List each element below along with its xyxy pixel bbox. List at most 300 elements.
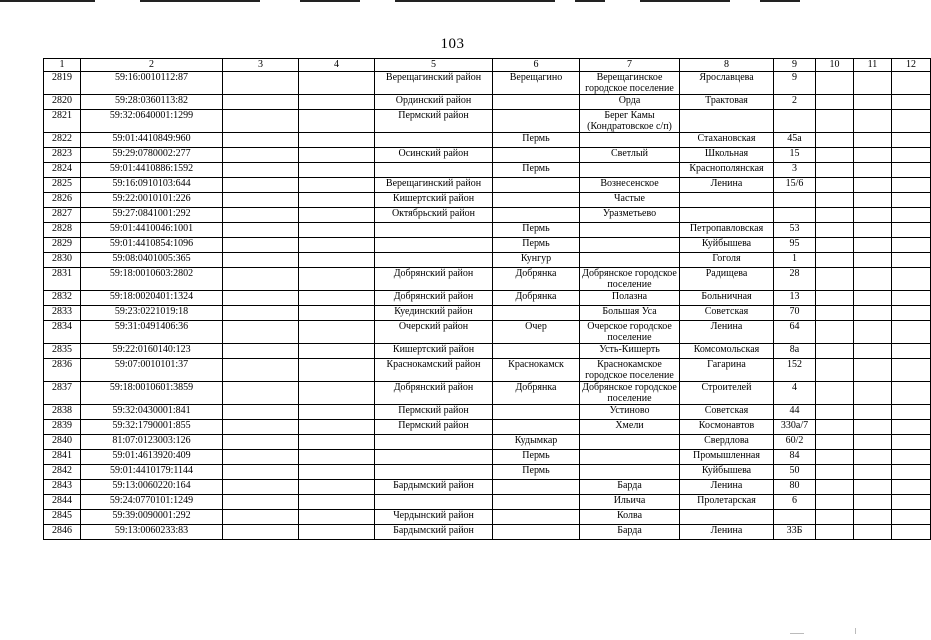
cell-street — [680, 110, 774, 133]
cell-col-3 — [223, 253, 299, 268]
cell-col-10 — [816, 435, 854, 450]
cell-col-11 — [854, 450, 892, 465]
cell-record-number: 2845 — [44, 510, 81, 525]
cell-col-11 — [854, 344, 892, 359]
cell-district: Октябрьский район — [375, 208, 493, 223]
cell-col-11 — [854, 163, 892, 178]
cell-cadastral-number: 59:39:0090001:292 — [81, 510, 223, 525]
cell-col-12 — [892, 238, 931, 253]
cell-cadastral-number: 59:01:4410046:1001 — [81, 223, 223, 238]
cell-col-3 — [223, 344, 299, 359]
cell-col-4 — [299, 465, 375, 480]
cell-settlement: Добрянское городское поселение — [580, 382, 680, 405]
cell-district: Осинский район — [375, 148, 493, 163]
cell-settlement: Большая Уса — [580, 306, 680, 321]
table-row — [44, 382, 931, 405]
table-row — [44, 306, 931, 321]
cell-city: Пермь — [493, 163, 580, 178]
column-header: 2 — [81, 59, 223, 72]
cell-col-11 — [854, 110, 892, 133]
cell-record-number: 2823 — [44, 148, 81, 163]
cell-record-number: 2832 — [44, 291, 81, 306]
cell-district — [375, 133, 493, 148]
cell-house-number: 53 — [774, 223, 816, 238]
cell-col-10 — [816, 465, 854, 480]
cell-record-number: 2840 — [44, 435, 81, 450]
cell-col-3 — [223, 510, 299, 525]
table-row — [44, 178, 931, 193]
table-row — [44, 480, 931, 495]
cell-col-3 — [223, 435, 299, 450]
cell-col-4 — [299, 95, 375, 110]
cell-street: Ленина — [680, 480, 774, 495]
cell-district: Пермский район — [375, 420, 493, 435]
cell-district — [375, 238, 493, 253]
cell-col-3 — [223, 465, 299, 480]
cell-district — [375, 253, 493, 268]
cell-house-number — [774, 510, 816, 525]
cell-col-3 — [223, 495, 299, 510]
column-header: 12 — [892, 59, 931, 72]
cell-col-3 — [223, 95, 299, 110]
cell-record-number: 2835 — [44, 344, 81, 359]
cell-city — [493, 480, 580, 495]
table-row — [44, 495, 931, 510]
cell-house-number: 330а/7 — [774, 420, 816, 435]
cell-street: Советская — [680, 306, 774, 321]
cell-district: Добрянский район — [375, 382, 493, 405]
cell-col-3 — [223, 238, 299, 253]
cell-col-11 — [854, 193, 892, 208]
cell-city — [493, 110, 580, 133]
cell-district: Пермский район — [375, 405, 493, 420]
cell-city: Очер — [493, 321, 580, 344]
cell-col-10 — [816, 480, 854, 495]
cell-district: Добрянский район — [375, 291, 493, 306]
cell-city: Пермь — [493, 465, 580, 480]
table-row — [44, 465, 931, 480]
cell-district — [375, 223, 493, 238]
cell-district: Кишертский район — [375, 344, 493, 359]
cell-street: Куйбышева — [680, 238, 774, 253]
cell-record-number: 2843 — [44, 480, 81, 495]
cell-col-10 — [816, 450, 854, 465]
cell-cadastral-number: 59:01:4410854:1096 — [81, 238, 223, 253]
cell-house-number — [774, 208, 816, 223]
cell-district — [375, 435, 493, 450]
cell-cadastral-number: 59:18:0010603:2802 — [81, 268, 223, 291]
table-row — [44, 268, 931, 291]
column-header: 11 — [854, 59, 892, 72]
cell-col-11 — [854, 525, 892, 540]
cell-col-12 — [892, 110, 931, 133]
cell-col-11 — [854, 435, 892, 450]
cell-house-number: 8а — [774, 344, 816, 359]
cell-col-10 — [816, 420, 854, 435]
cell-house-number: 15/6 — [774, 178, 816, 193]
cell-col-11 — [854, 223, 892, 238]
cell-col-12 — [892, 321, 931, 344]
cell-col-11 — [854, 238, 892, 253]
cell-col-12 — [892, 344, 931, 359]
cell-col-3 — [223, 405, 299, 420]
cell-col-10 — [816, 525, 854, 540]
cell-col-4 — [299, 238, 375, 253]
cell-settlement: Очерское городское поселение — [580, 321, 680, 344]
cell-settlement: Добрянское городское поселение — [580, 268, 680, 291]
cell-settlement: Частые — [580, 193, 680, 208]
cell-cadastral-number: 59:22:0160140:123 — [81, 344, 223, 359]
cell-house-number: 152 — [774, 359, 816, 382]
cell-col-10 — [816, 72, 854, 95]
cell-district — [375, 495, 493, 510]
table-row — [44, 72, 931, 95]
cell-col-4 — [299, 178, 375, 193]
table-row — [44, 344, 931, 359]
cell-col-10 — [816, 268, 854, 291]
cell-col-12 — [892, 133, 931, 148]
cell-street: Краснополянская — [680, 163, 774, 178]
cell-col-4 — [299, 110, 375, 133]
cell-record-number: 2838 — [44, 405, 81, 420]
cell-record-number: 2836 — [44, 359, 81, 382]
cell-street: Ленина — [680, 321, 774, 344]
cell-col-10 — [816, 405, 854, 420]
cell-district: Верещагинский район — [375, 72, 493, 95]
cell-cadastral-number: 59:18:0010601:3859 — [81, 382, 223, 405]
cell-col-10 — [816, 382, 854, 405]
cell-settlement — [580, 163, 680, 178]
cell-settlement: Устиново — [580, 405, 680, 420]
cell-col-12 — [892, 359, 931, 382]
cell-cadastral-number: 59:16:0910103:644 — [81, 178, 223, 193]
cell-settlement: Ильича — [580, 495, 680, 510]
cell-settlement — [580, 223, 680, 238]
cell-settlement — [580, 253, 680, 268]
cell-col-12 — [892, 510, 931, 525]
table-row — [44, 223, 931, 238]
column-header: 9 — [774, 59, 816, 72]
cell-col-11 — [854, 420, 892, 435]
table-row — [44, 133, 931, 148]
cell-col-12 — [892, 405, 931, 420]
cell-cadastral-number: 59:24:0770101:1249 — [81, 495, 223, 510]
cell-col-4 — [299, 148, 375, 163]
cell-col-11 — [854, 208, 892, 223]
cell-district — [375, 450, 493, 465]
cell-cadastral-number: 59:31:0491406:36 — [81, 321, 223, 344]
cell-house-number: 70 — [774, 306, 816, 321]
cell-house-number: 2 — [774, 95, 816, 110]
cell-record-number: 2820 — [44, 95, 81, 110]
cell-col-12 — [892, 178, 931, 193]
cell-col-4 — [299, 480, 375, 495]
cell-record-number: 2825 — [44, 178, 81, 193]
cell-street: Ленина — [680, 525, 774, 540]
cell-house-number: 45а — [774, 133, 816, 148]
cell-col-11 — [854, 95, 892, 110]
cell-col-11 — [854, 405, 892, 420]
cell-district: Краснокамский район — [375, 359, 493, 382]
cell-settlement: Берег Камы (Кондратовское с/п) — [580, 110, 680, 133]
cell-col-11 — [854, 268, 892, 291]
cell-street: Комсомольская — [680, 344, 774, 359]
cell-col-10 — [816, 306, 854, 321]
cell-col-10 — [816, 133, 854, 148]
cell-col-3 — [223, 306, 299, 321]
cell-cadastral-number: 59:07:0010101:37 — [81, 359, 223, 382]
cell-col-11 — [854, 133, 892, 148]
cell-street — [680, 208, 774, 223]
cell-cadastral-number: 59:01:4613920:409 — [81, 450, 223, 465]
cell-col-12 — [892, 465, 931, 480]
cell-col-10 — [816, 148, 854, 163]
cell-house-number: 84 — [774, 450, 816, 465]
cell-district: Бардымский район — [375, 525, 493, 540]
cell-city — [493, 405, 580, 420]
cell-col-4 — [299, 420, 375, 435]
cell-city: Добрянка — [493, 268, 580, 291]
cell-col-10 — [816, 253, 854, 268]
cell-col-11 — [854, 291, 892, 306]
cell-col-4 — [299, 450, 375, 465]
cell-record-number: 2839 — [44, 420, 81, 435]
cell-street — [680, 193, 774, 208]
cell-col-10 — [816, 223, 854, 238]
cell-settlement — [580, 133, 680, 148]
cell-city: Кудымкар — [493, 435, 580, 450]
table-body — [44, 72, 931, 540]
column-header: 7 — [580, 59, 680, 72]
cell-col-4 — [299, 359, 375, 382]
cell-col-3 — [223, 133, 299, 148]
cell-house-number: 33Б — [774, 525, 816, 540]
cell-col-12 — [892, 208, 931, 223]
cell-col-3 — [223, 223, 299, 238]
cell-col-3 — [223, 420, 299, 435]
cell-district: Верещагинский район — [375, 178, 493, 193]
cell-col-4 — [299, 344, 375, 359]
cell-cadastral-number: 59:16:0010112:87 — [81, 72, 223, 95]
table-row — [44, 435, 931, 450]
cell-col-10 — [816, 359, 854, 382]
table-row — [44, 291, 931, 306]
cell-street: Трактовая — [680, 95, 774, 110]
cell-col-12 — [892, 382, 931, 405]
cell-city: Верещагино — [493, 72, 580, 95]
cell-house-number: 64 — [774, 321, 816, 344]
cell-col-3 — [223, 110, 299, 133]
cell-col-12 — [892, 95, 931, 110]
cell-street: Куйбышева — [680, 465, 774, 480]
cell-col-12 — [892, 420, 931, 435]
cell-settlement: Полазна — [580, 291, 680, 306]
registry-table — [43, 58, 931, 540]
cell-city — [493, 178, 580, 193]
cell-col-3 — [223, 208, 299, 223]
cell-street: Петропавловская — [680, 223, 774, 238]
cell-street: Гагарина — [680, 359, 774, 382]
cell-record-number: 2829 — [44, 238, 81, 253]
cell-col-11 — [854, 359, 892, 382]
cell-col-12 — [892, 163, 931, 178]
cell-col-10 — [816, 238, 854, 253]
cell-district: Кишертский район — [375, 193, 493, 208]
cell-street — [680, 510, 774, 525]
cell-col-3 — [223, 450, 299, 465]
cell-street: Школьная — [680, 148, 774, 163]
cell-col-12 — [892, 148, 931, 163]
cell-col-10 — [816, 291, 854, 306]
cell-col-4 — [299, 253, 375, 268]
cell-col-12 — [892, 435, 931, 450]
cell-col-11 — [854, 480, 892, 495]
cell-col-10 — [816, 208, 854, 223]
table-row — [44, 95, 931, 110]
cell-house-number: 3 — [774, 163, 816, 178]
cell-col-11 — [854, 382, 892, 405]
cell-col-3 — [223, 525, 299, 540]
table-row — [44, 148, 931, 163]
cell-settlement: Орда — [580, 95, 680, 110]
cell-cadastral-number: 59:13:0060233:83 — [81, 525, 223, 540]
cell-house-number: 80 — [774, 480, 816, 495]
scan-speck — [855, 628, 856, 634]
cell-col-4 — [299, 382, 375, 405]
cell-col-12 — [892, 495, 931, 510]
header-row — [44, 59, 931, 72]
cell-house-number — [774, 193, 816, 208]
cell-record-number: 2830 — [44, 253, 81, 268]
cell-col-4 — [299, 291, 375, 306]
cell-record-number: 2837 — [44, 382, 81, 405]
cell-city — [493, 306, 580, 321]
cell-city — [493, 510, 580, 525]
cell-street: Гоголя — [680, 253, 774, 268]
column-header: 10 — [816, 59, 854, 72]
cell-col-4 — [299, 495, 375, 510]
table-row — [44, 525, 931, 540]
cell-col-4 — [299, 72, 375, 95]
cell-cadastral-number: 59:29:0780002:277 — [81, 148, 223, 163]
cell-col-3 — [223, 193, 299, 208]
cell-record-number: 2826 — [44, 193, 81, 208]
cell-house-number: 44 — [774, 405, 816, 420]
cell-col-10 — [816, 193, 854, 208]
cell-col-3 — [223, 72, 299, 95]
cell-col-4 — [299, 405, 375, 420]
cell-col-4 — [299, 435, 375, 450]
cell-city — [493, 420, 580, 435]
cell-col-10 — [816, 95, 854, 110]
cell-col-4 — [299, 163, 375, 178]
cell-city: Пермь — [493, 238, 580, 253]
cell-house-number: 1 — [774, 253, 816, 268]
cell-city — [493, 525, 580, 540]
cell-house-number: 13 — [774, 291, 816, 306]
cell-record-number: 2846 — [44, 525, 81, 540]
column-header: 8 — [680, 59, 774, 72]
cell-district: Ординский район — [375, 95, 493, 110]
cell-house-number: 60/2 — [774, 435, 816, 450]
cell-col-4 — [299, 208, 375, 223]
cell-record-number: 2831 — [44, 268, 81, 291]
cell-col-4 — [299, 510, 375, 525]
table-row — [44, 253, 931, 268]
cell-city — [493, 148, 580, 163]
cell-col-11 — [854, 178, 892, 193]
cell-col-3 — [223, 382, 299, 405]
table-row — [44, 110, 931, 133]
cell-settlement: Краснокамское городское поселение — [580, 359, 680, 382]
cell-cadastral-number: 59:23:0221019:18 — [81, 306, 223, 321]
cell-settlement: Барда — [580, 525, 680, 540]
table-row — [44, 163, 931, 178]
cell-house-number: 6 — [774, 495, 816, 510]
table-row — [44, 450, 931, 465]
cell-settlement — [580, 465, 680, 480]
cell-cadastral-number: 59:32:0430001:841 — [81, 405, 223, 420]
cell-cadastral-number: 59:01:4410179:1144 — [81, 465, 223, 480]
page-number: 103 — [440, 36, 465, 52]
cell-city: Пермь — [493, 450, 580, 465]
cell-col-4 — [299, 193, 375, 208]
cell-house-number: 95 — [774, 238, 816, 253]
table-row — [44, 359, 931, 382]
cell-col-11 — [854, 510, 892, 525]
table-row — [44, 238, 931, 253]
cell-col-11 — [854, 321, 892, 344]
cell-settlement — [580, 238, 680, 253]
cell-col-4 — [299, 306, 375, 321]
cell-cadastral-number: 59:28:0360113:82 — [81, 95, 223, 110]
cell-cadastral-number: 59:13:0060220:164 — [81, 480, 223, 495]
cell-house-number: 50 — [774, 465, 816, 480]
cell-city: Краснокамск — [493, 359, 580, 382]
table-row — [44, 405, 931, 420]
cell-col-3 — [223, 148, 299, 163]
cell-street: Пролетарская — [680, 495, 774, 510]
cell-col-3 — [223, 321, 299, 344]
cell-cadastral-number: 59:08:0401005:365 — [81, 253, 223, 268]
cell-cadastral-number: 59:01:4410886:1592 — [81, 163, 223, 178]
cell-city — [493, 495, 580, 510]
table-row — [44, 510, 931, 525]
cell-street: Ярославцева — [680, 72, 774, 95]
cell-city: Добрянка — [493, 291, 580, 306]
cell-settlement — [580, 435, 680, 450]
cell-district: Бардымский район — [375, 480, 493, 495]
column-header: 5 — [375, 59, 493, 72]
column-header: 1 — [44, 59, 81, 72]
cell-house-number: 9 — [774, 72, 816, 95]
cell-city: Пермь — [493, 133, 580, 148]
cell-cadastral-number: 59:22:0010101:226 — [81, 193, 223, 208]
cell-district: Чердынский район — [375, 510, 493, 525]
cell-col-10 — [816, 163, 854, 178]
cell-record-number: 2819 — [44, 72, 81, 95]
cell-street: Строителей — [680, 382, 774, 405]
column-header: 6 — [493, 59, 580, 72]
cell-col-3 — [223, 291, 299, 306]
cell-record-number: 2834 — [44, 321, 81, 344]
cell-house-number: 15 — [774, 148, 816, 163]
cell-city: Пермь — [493, 223, 580, 238]
cell-district — [375, 465, 493, 480]
cell-col-12 — [892, 253, 931, 268]
cell-col-4 — [299, 223, 375, 238]
cell-col-12 — [892, 72, 931, 95]
